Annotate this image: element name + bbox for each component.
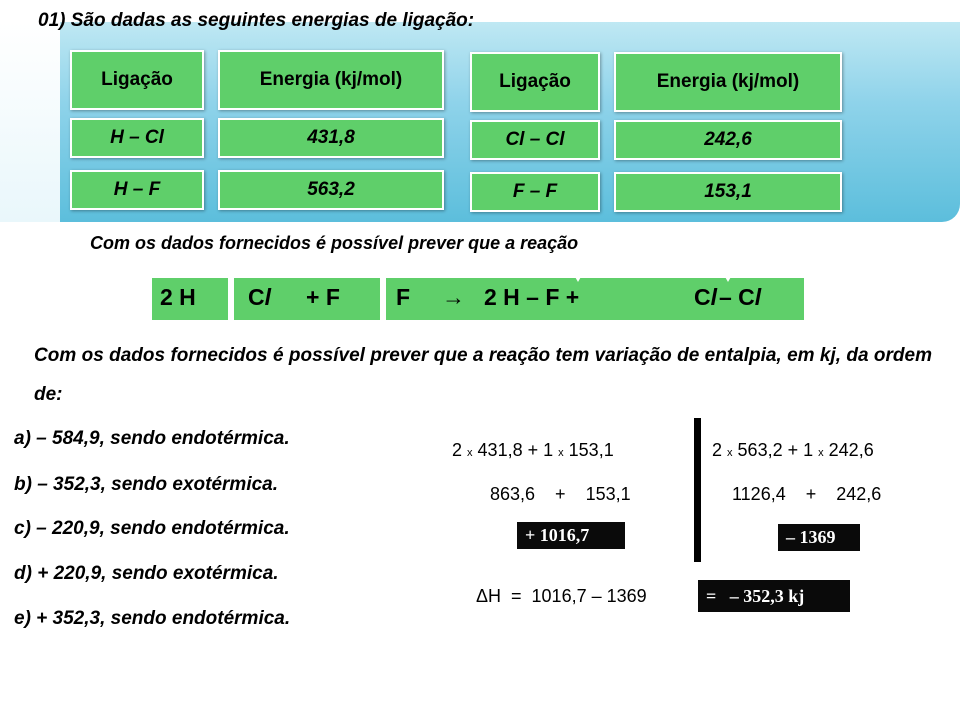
calc-right-line2: 1126,4 + 242,6 [732,484,882,504]
banner-edge [0,22,60,222]
left-row1-energy: 431,8 [218,118,444,158]
calc-right-result: – 1369 [778,524,860,551]
down-arrow-icon [720,268,736,282]
reaction-part4: F [396,284,411,310]
calc-right-line1: 2 x 563,2 + 1 x 242,6 [712,440,874,460]
left-row2-energy: 563,2 [218,170,444,210]
option-a: a) – 584,9, sendo endotérmica. [14,428,290,449]
right-header-energy: Energia (kj/mol) [614,52,842,112]
option-d: d) + 220,9, sendo exotérmica. [14,563,279,584]
reaction-part6: Cl [694,284,718,310]
calc-left-line1: 2 x 431,8 + 1 x 153,1 [452,440,614,460]
option-e: e) + 352,3, sendo endotérmica. [14,608,291,629]
subtitle: Com os dados fornecidos é possível prever que a reação [90,233,579,253]
delta-h-expression: ΔH = 1016,7 – 1369 [476,586,647,606]
option-b: b) – 352,3, sendo exotérmica. [14,474,279,495]
left-row2-bond: H – F [70,170,204,210]
reaction-part1: 2 H [160,284,196,310]
right-row1-bond: Cl – Cl [470,120,600,160]
question-title: 01) São dadas as seguintes energias de ligação: [38,10,475,31]
reaction-arrow: → [442,284,465,310]
calc-left-result: + 1016,7 [517,522,625,549]
calc-left-line2: 863,6 + 153,1 [490,484,631,504]
reaction-part5: 2 H – F + [484,284,580,310]
option-c: c) – 220,9, sendo endotérmica. [14,518,290,539]
delta-h-result: = – 352,3 kj [698,580,850,612]
reaction-equation [152,278,804,320]
question-text: Com os dados fornecidos é possível prever que a reação tem variação de entalpia, em kj, da ordem de: [34,345,932,405]
left-header-energy: Energia (kj/mol) [218,50,444,110]
right-row2-energy: 153,1 [614,172,842,212]
left-row1-bond: H – Cl [70,118,204,158]
reaction-part3: + F [306,284,340,310]
divider-line [694,418,701,562]
left-header-bond: Ligação [70,50,204,110]
down-arrow-icon [570,268,586,282]
right-header-bond: Ligação [470,52,600,112]
reaction-part2: Cl [248,284,272,310]
right-row1-energy: 242,6 [614,120,842,160]
bond-break-marker [380,278,386,320]
bond-break-marker [228,278,234,320]
right-row2-bond: F – F [470,172,600,212]
reaction-part7: – Cl [719,284,762,310]
